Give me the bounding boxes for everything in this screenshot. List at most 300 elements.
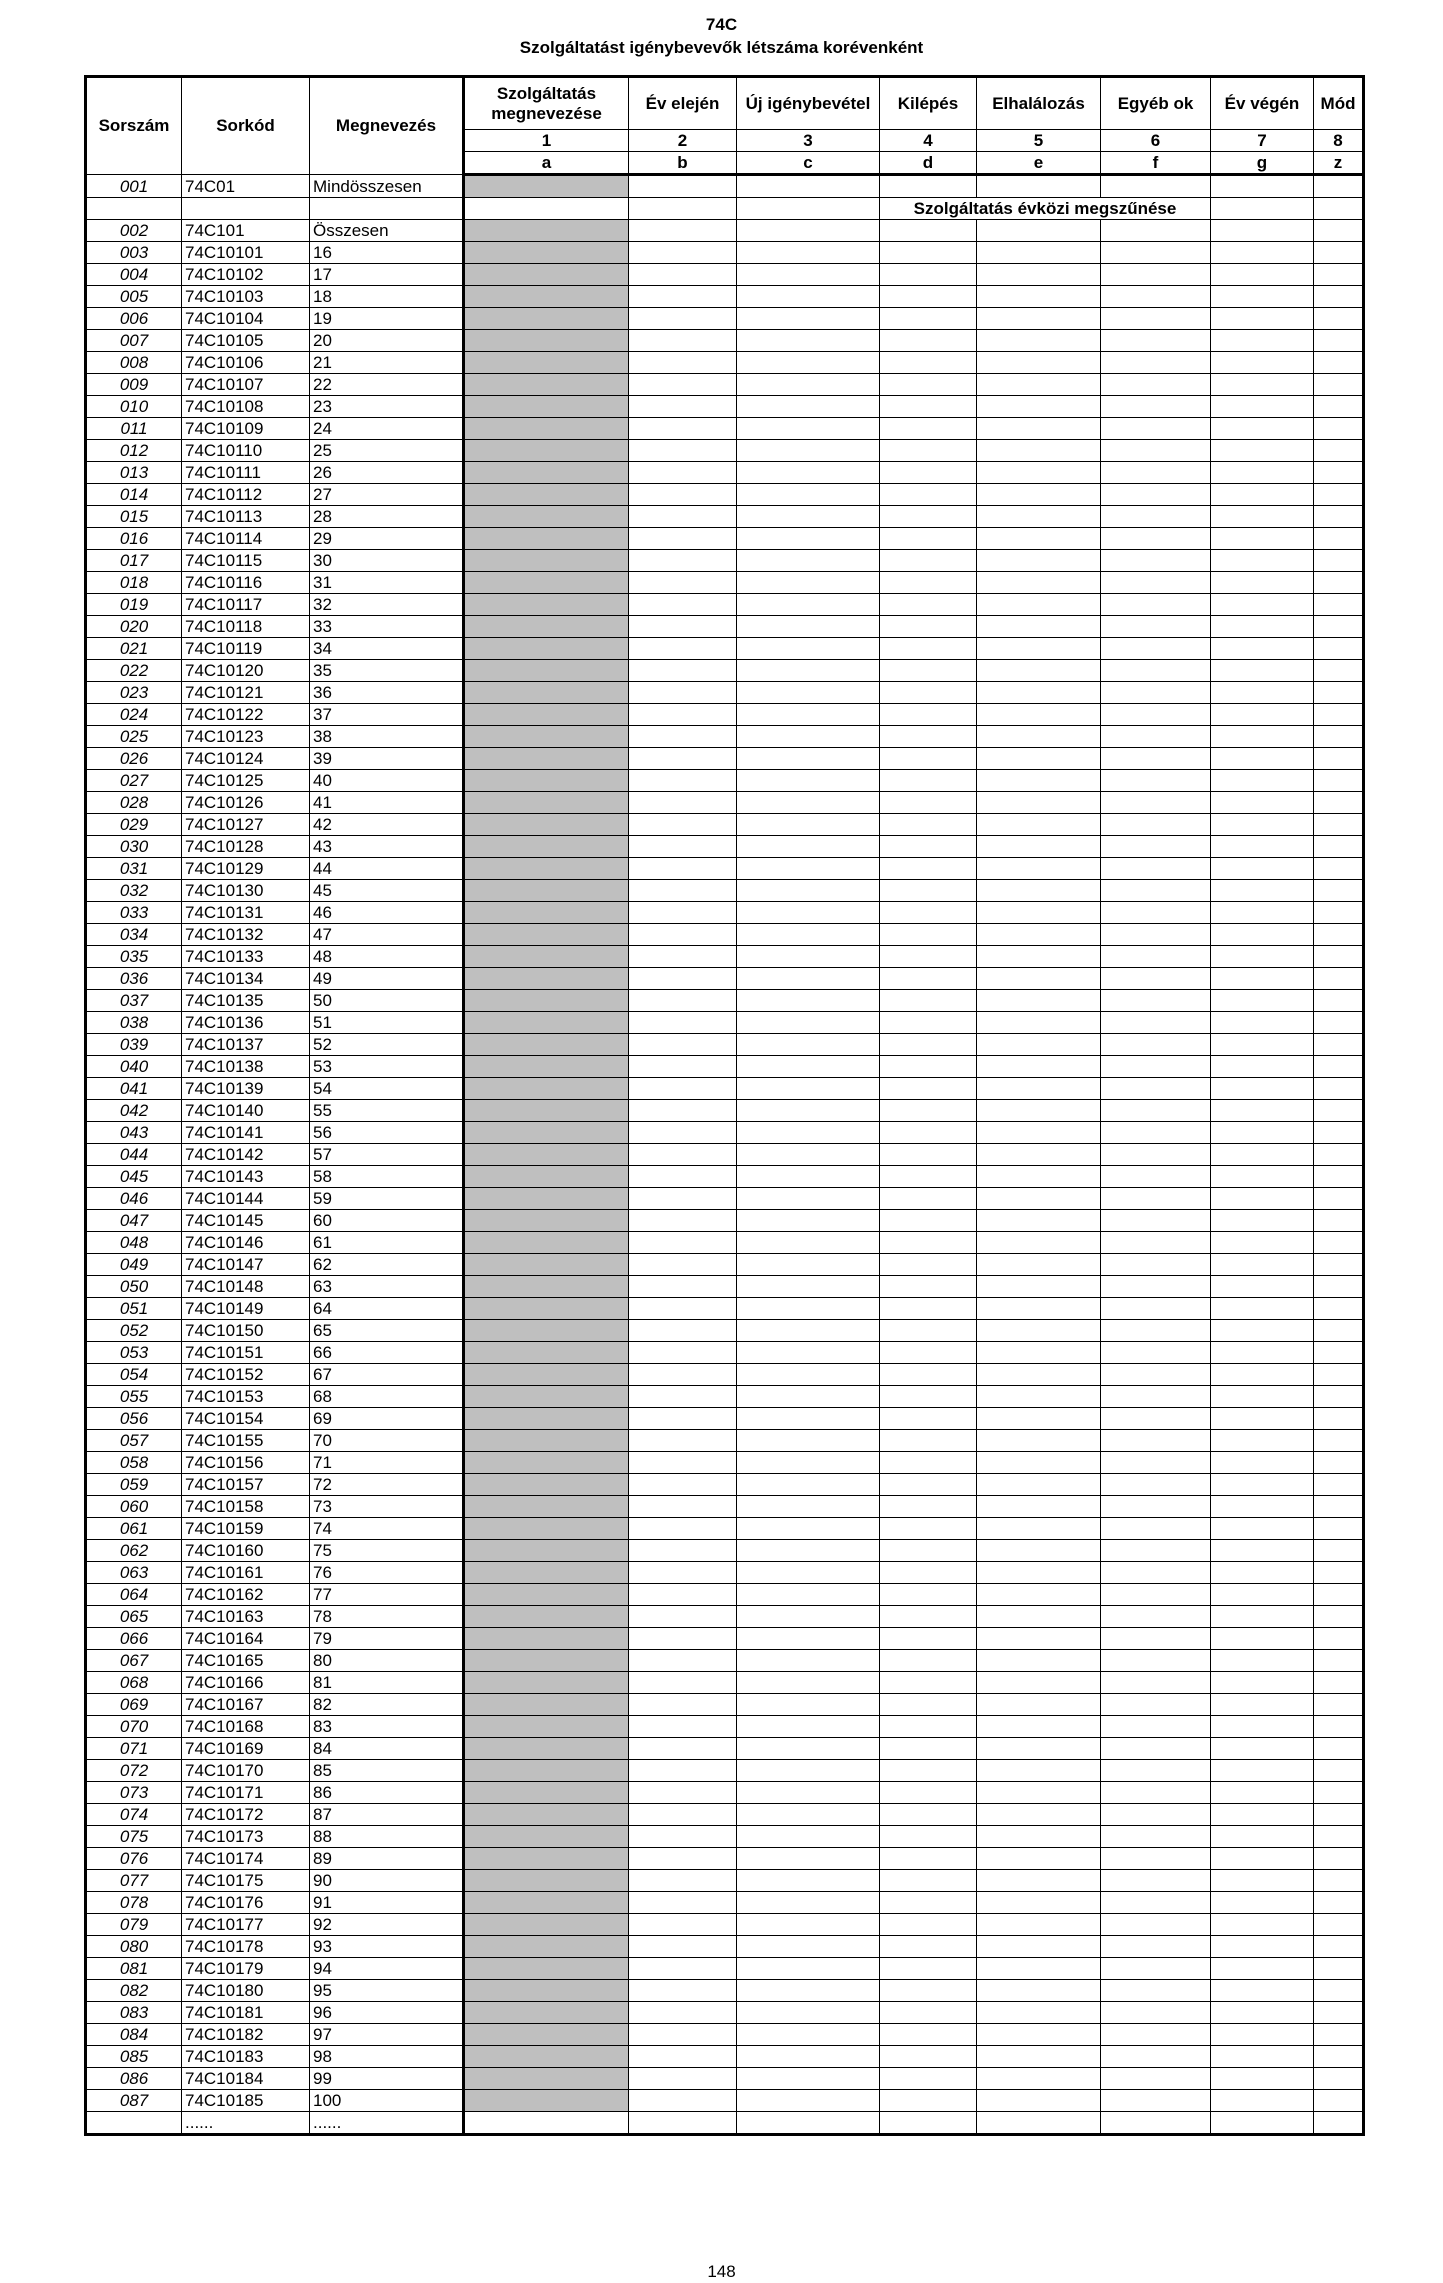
- data-cell[interactable]: [977, 704, 1101, 726]
- data-cell[interactable]: [737, 1474, 880, 1496]
- data-cell[interactable]: [880, 462, 977, 484]
- data-cell[interactable]: [629, 1012, 737, 1034]
- data-cell[interactable]: [1101, 1760, 1211, 1782]
- data-cell[interactable]: [737, 2090, 880, 2112]
- data-cell[interactable]: [1101, 1430, 1211, 1452]
- data-cell[interactable]: [629, 286, 737, 308]
- data-cell[interactable]: [1314, 1474, 1364, 1496]
- data-cell[interactable]: [737, 440, 880, 462]
- data-cell[interactable]: [880, 1936, 977, 1958]
- data-cell[interactable]: [1211, 748, 1314, 770]
- data-cell[interactable]: [629, 308, 737, 330]
- data-cell[interactable]: [1314, 1342, 1364, 1364]
- data-cell[interactable]: [1211, 484, 1314, 506]
- data-cell[interactable]: [1314, 1782, 1364, 1804]
- data-cell[interactable]: [880, 924, 977, 946]
- data-cell[interactable]: [880, 2068, 977, 2090]
- data-cell[interactable]: [1211, 1628, 1314, 1650]
- data-cell[interactable]: [737, 924, 880, 946]
- data-cell[interactable]: [1211, 682, 1314, 704]
- data-cell[interactable]: [737, 1430, 880, 1452]
- data-cell[interactable]: [737, 1914, 880, 1936]
- data-cell[interactable]: [1211, 1386, 1314, 1408]
- data-cell[interactable]: [1211, 1958, 1314, 1980]
- data-cell[interactable]: [1211, 1782, 1314, 1804]
- data-cell[interactable]: [880, 1166, 977, 1188]
- data-cell[interactable]: [1314, 2112, 1364, 2135]
- data-cell[interactable]: [1101, 352, 1211, 374]
- data-cell[interactable]: [1101, 726, 1211, 748]
- data-cell[interactable]: [629, 1518, 737, 1540]
- data-cell[interactable]: [977, 946, 1101, 968]
- data-cell[interactable]: [977, 1034, 1101, 1056]
- data-cell[interactable]: [1314, 440, 1364, 462]
- data-cell[interactable]: [629, 1078, 737, 1100]
- data-cell[interactable]: [629, 902, 737, 924]
- data-cell[interactable]: [1211, 1606, 1314, 1628]
- data-cell[interactable]: [1314, 1232, 1364, 1254]
- data-cell[interactable]: [737, 550, 880, 572]
- data-cell[interactable]: [737, 2002, 880, 2024]
- data-cell[interactable]: [1211, 2046, 1314, 2068]
- data-cell[interactable]: [629, 1870, 737, 1892]
- data-cell[interactable]: [977, 1496, 1101, 1518]
- data-cell[interactable]: [629, 1738, 737, 1760]
- data-cell[interactable]: [1314, 1012, 1364, 1034]
- data-cell[interactable]: [1211, 1936, 1314, 1958]
- data-cell[interactable]: [1101, 1914, 1211, 1936]
- data-cell[interactable]: [1211, 374, 1314, 396]
- data-cell[interactable]: [1314, 1958, 1364, 1980]
- data-cell[interactable]: [629, 594, 737, 616]
- data-cell[interactable]: [880, 1210, 977, 1232]
- data-cell[interactable]: [880, 968, 977, 990]
- data-cell[interactable]: [880, 792, 977, 814]
- data-cell[interactable]: [1101, 1650, 1211, 1672]
- data-cell[interactable]: [1211, 550, 1314, 572]
- data-cell[interactable]: [737, 1298, 880, 1320]
- data-cell[interactable]: [737, 1452, 880, 1474]
- data-cell[interactable]: [1314, 682, 1364, 704]
- data-cell[interactable]: [1211, 1738, 1314, 1760]
- data-cell[interactable]: [880, 594, 977, 616]
- data-cell[interactable]: [737, 1518, 880, 1540]
- data-cell[interactable]: [1314, 1496, 1364, 1518]
- data-cell[interactable]: [880, 1958, 977, 1980]
- data-cell[interactable]: [737, 946, 880, 968]
- data-cell[interactable]: [1101, 1628, 1211, 1650]
- data-cell[interactable]: [880, 1034, 977, 1056]
- data-cell[interactable]: [1101, 1848, 1211, 1870]
- data-cell[interactable]: [629, 2112, 737, 2135]
- data-cell[interactable]: [1101, 968, 1211, 990]
- data-cell[interactable]: [737, 1804, 880, 1826]
- data-cell[interactable]: [977, 1166, 1101, 1188]
- data-cell[interactable]: [737, 462, 880, 484]
- data-cell[interactable]: [1314, 1892, 1364, 1914]
- data-cell[interactable]: [977, 1342, 1101, 1364]
- data-cell[interactable]: [977, 1870, 1101, 1892]
- data-cell[interactable]: [629, 1452, 737, 1474]
- data-cell[interactable]: [1314, 638, 1364, 660]
- data-cell[interactable]: [629, 1914, 737, 1936]
- data-cell[interactable]: [977, 374, 1101, 396]
- data-cell[interactable]: [737, 792, 880, 814]
- data-cell[interactable]: [629, 352, 737, 374]
- data-cell[interactable]: [737, 1320, 880, 1342]
- data-cell[interactable]: [880, 1870, 977, 1892]
- data-cell[interactable]: [1101, 506, 1211, 528]
- data-cell[interactable]: [977, 1562, 1101, 1584]
- data-cell[interactable]: [629, 1188, 737, 1210]
- data-cell[interactable]: [737, 1584, 880, 1606]
- data-cell[interactable]: [737, 1562, 880, 1584]
- data-cell[interactable]: [737, 968, 880, 990]
- data-cell[interactable]: [1211, 880, 1314, 902]
- data-cell[interactable]: [880, 1606, 977, 1628]
- data-cell[interactable]: [1314, 550, 1364, 572]
- data-cell[interactable]: [1101, 1408, 1211, 1430]
- data-cell[interactable]: [1211, 990, 1314, 1012]
- data-cell[interactable]: [629, 506, 737, 528]
- data-cell[interactable]: [1211, 638, 1314, 660]
- data-cell[interactable]: [977, 506, 1101, 528]
- data-cell[interactable]: [880, 1804, 977, 1826]
- data-cell[interactable]: [737, 616, 880, 638]
- data-cell[interactable]: [1101, 880, 1211, 902]
- data-cell[interactable]: [1101, 1562, 1211, 1584]
- data-cell[interactable]: [1101, 924, 1211, 946]
- data-cell[interactable]: [977, 594, 1101, 616]
- data-cell[interactable]: [629, 880, 737, 902]
- data-cell[interactable]: [880, 2112, 977, 2135]
- data-cell[interactable]: [977, 1254, 1101, 1276]
- data-cell[interactable]: [1314, 1408, 1364, 1430]
- data-cell[interactable]: [737, 770, 880, 792]
- data-cell[interactable]: [880, 2090, 977, 2112]
- data-cell[interactable]: [737, 286, 880, 308]
- data-cell[interactable]: [880, 1364, 977, 1386]
- data-cell[interactable]: [1211, 1870, 1314, 1892]
- data-cell[interactable]: [737, 1760, 880, 1782]
- data-cell[interactable]: [1211, 924, 1314, 946]
- data-cell[interactable]: [977, 242, 1101, 264]
- data-cell[interactable]: [880, 1848, 977, 1870]
- data-cell[interactable]: [1101, 1188, 1211, 1210]
- data-cell[interactable]: [1101, 704, 1211, 726]
- data-cell[interactable]: [977, 1518, 1101, 1540]
- data-cell[interactable]: [1211, 175, 1314, 198]
- data-cell[interactable]: [1101, 308, 1211, 330]
- data-cell[interactable]: [880, 1276, 977, 1298]
- data-cell[interactable]: [1211, 660, 1314, 682]
- data-cell[interactable]: [1101, 2002, 1211, 2024]
- data-cell[interactable]: [1211, 440, 1314, 462]
- data-cell[interactable]: [880, 1320, 977, 1342]
- data-cell[interactable]: [629, 1386, 737, 1408]
- data-cell[interactable]: [1314, 418, 1364, 440]
- data-cell[interactable]: [1101, 1034, 1211, 1056]
- data-cell[interactable]: [1101, 1672, 1211, 1694]
- data-cell[interactable]: [1211, 1056, 1314, 1078]
- data-cell[interactable]: [737, 1738, 880, 1760]
- data-cell[interactable]: [1314, 748, 1364, 770]
- data-cell[interactable]: [629, 175, 737, 198]
- data-cell[interactable]: [737, 1848, 880, 1870]
- data-cell[interactable]: [629, 1496, 737, 1518]
- data-cell[interactable]: [629, 374, 737, 396]
- data-cell[interactable]: [1101, 660, 1211, 682]
- data-cell[interactable]: [1211, 2068, 1314, 2090]
- data-cell[interactable]: [880, 990, 977, 1012]
- data-cell[interactable]: [629, 726, 737, 748]
- data-cell[interactable]: [1211, 396, 1314, 418]
- data-cell[interactable]: [977, 330, 1101, 352]
- data-cell[interactable]: [977, 1188, 1101, 1210]
- data-cell[interactable]: [977, 682, 1101, 704]
- data-cell[interactable]: [629, 990, 737, 1012]
- data-cell[interactable]: [1314, 616, 1364, 638]
- data-cell[interactable]: [880, 1232, 977, 1254]
- data-cell[interactable]: [880, 704, 977, 726]
- data-cell[interactable]: [977, 1584, 1101, 1606]
- data-cell[interactable]: [737, 682, 880, 704]
- data-cell[interactable]: [880, 572, 977, 594]
- data-cell[interactable]: [1101, 175, 1211, 198]
- data-cell[interactable]: [880, 1716, 977, 1738]
- data-cell[interactable]: [1314, 1144, 1364, 1166]
- data-cell[interactable]: [737, 1342, 880, 1364]
- data-cell[interactable]: [880, 1430, 977, 1452]
- data-cell[interactable]: [1314, 308, 1364, 330]
- data-cell[interactable]: [880, 1562, 977, 1584]
- data-cell[interactable]: [1314, 1320, 1364, 1342]
- data-cell[interactable]: [880, 1826, 977, 1848]
- data-cell[interactable]: [629, 1166, 737, 1188]
- data-cell[interactable]: [1314, 792, 1364, 814]
- data-cell[interactable]: [1211, 902, 1314, 924]
- data-cell[interactable]: [1101, 1298, 1211, 1320]
- data-cell[interactable]: [1101, 1210, 1211, 1232]
- data-cell[interactable]: [1314, 528, 1364, 550]
- data-cell[interactable]: [629, 2024, 737, 2046]
- data-cell[interactable]: [880, 1342, 977, 1364]
- data-cell[interactable]: [977, 814, 1101, 836]
- data-cell[interactable]: [737, 1892, 880, 1914]
- data-cell[interactable]: [1101, 484, 1211, 506]
- data-cell[interactable]: [1314, 1936, 1364, 1958]
- data-cell[interactable]: [880, 418, 977, 440]
- data-cell[interactable]: [737, 1386, 880, 1408]
- data-cell[interactable]: [1101, 1012, 1211, 1034]
- data-cell[interactable]: [1211, 1452, 1314, 1474]
- data-cell[interactable]: [977, 1364, 1101, 1386]
- data-cell[interactable]: [1314, 286, 1364, 308]
- data-cell[interactable]: [737, 1276, 880, 1298]
- data-cell[interactable]: [977, 968, 1101, 990]
- data-cell[interactable]: [880, 242, 977, 264]
- data-cell[interactable]: [1314, 858, 1364, 880]
- data-cell[interactable]: [737, 1628, 880, 1650]
- data-cell[interactable]: [1211, 814, 1314, 836]
- data-cell[interactable]: [737, 1144, 880, 1166]
- data-cell[interactable]: [1314, 1254, 1364, 1276]
- data-cell[interactable]: [1101, 462, 1211, 484]
- data-cell[interactable]: [1211, 1210, 1314, 1232]
- data-cell[interactable]: [629, 1298, 737, 1320]
- data-cell[interactable]: [977, 1298, 1101, 1320]
- data-cell[interactable]: [1314, 1100, 1364, 1122]
- data-cell[interactable]: [737, 1056, 880, 1078]
- data-cell[interactable]: [629, 1100, 737, 1122]
- data-cell[interactable]: [737, 506, 880, 528]
- data-cell[interactable]: [1211, 1694, 1314, 1716]
- data-cell[interactable]: [1211, 1100, 1314, 1122]
- data-cell[interactable]: [977, 638, 1101, 660]
- data-cell[interactable]: [1211, 308, 1314, 330]
- data-cell[interactable]: [977, 1210, 1101, 1232]
- data-cell[interactable]: [977, 990, 1101, 1012]
- data-cell[interactable]: [1314, 1848, 1364, 1870]
- data-cell[interactable]: [1101, 1958, 1211, 1980]
- data-cell[interactable]: [1211, 726, 1314, 748]
- data-cell[interactable]: [1314, 1804, 1364, 1826]
- data-cell[interactable]: [1211, 352, 1314, 374]
- data-cell[interactable]: [1314, 990, 1364, 1012]
- data-cell[interactable]: [1314, 1188, 1364, 1210]
- data-cell[interactable]: [880, 440, 977, 462]
- data-cell[interactable]: [880, 330, 977, 352]
- data-cell[interactable]: [1314, 1980, 1364, 2002]
- data-cell[interactable]: [737, 836, 880, 858]
- data-cell[interactable]: [1101, 374, 1211, 396]
- data-cell[interactable]: [1101, 220, 1211, 242]
- data-cell[interactable]: [1314, 2046, 1364, 2068]
- data-cell[interactable]: [629, 682, 737, 704]
- data-cell[interactable]: [629, 462, 737, 484]
- data-cell[interactable]: [977, 1320, 1101, 1342]
- data-cell[interactable]: [1101, 242, 1211, 264]
- data-cell[interactable]: [1211, 594, 1314, 616]
- data-cell[interactable]: [880, 2024, 977, 2046]
- data-cell[interactable]: [977, 726, 1101, 748]
- data-cell[interactable]: [1211, 2112, 1314, 2135]
- data-cell[interactable]: [1211, 220, 1314, 242]
- data-cell[interactable]: [1101, 792, 1211, 814]
- data-cell[interactable]: [1211, 1012, 1314, 1034]
- data-cell[interactable]: [1211, 1342, 1314, 1364]
- data-cell[interactable]: [629, 2046, 737, 2068]
- data-cell[interactable]: [880, 660, 977, 682]
- data-cell[interactable]: [1101, 836, 1211, 858]
- data-cell[interactable]: [977, 462, 1101, 484]
- data-cell[interactable]: [1314, 2024, 1364, 2046]
- data-cell[interactable]: [629, 242, 737, 264]
- data-cell[interactable]: [977, 836, 1101, 858]
- data-cell[interactable]: [1101, 440, 1211, 462]
- data-cell[interactable]: [737, 1980, 880, 2002]
- data-cell[interactable]: [1211, 1364, 1314, 1386]
- data-cell[interactable]: [737, 1364, 880, 1386]
- data-cell[interactable]: [1314, 1518, 1364, 1540]
- data-cell[interactable]: [629, 704, 737, 726]
- data-cell[interactable]: [737, 594, 880, 616]
- data-cell[interactable]: [880, 550, 977, 572]
- data-cell[interactable]: [1211, 1430, 1314, 1452]
- data-cell[interactable]: [737, 1034, 880, 1056]
- data-cell[interactable]: [1314, 814, 1364, 836]
- data-cell[interactable]: [1314, 1606, 1364, 1628]
- data-cell[interactable]: [977, 1672, 1101, 1694]
- data-cell[interactable]: [1101, 1826, 1211, 1848]
- data-cell[interactable]: [1101, 2090, 1211, 2112]
- data-cell[interactable]: [629, 1474, 737, 1496]
- data-cell[interactable]: [629, 550, 737, 572]
- data-cell[interactable]: [629, 1056, 737, 1078]
- data-cell[interactable]: [1101, 286, 1211, 308]
- data-cell[interactable]: [1314, 1672, 1364, 1694]
- data-cell[interactable]: [1314, 1386, 1364, 1408]
- data-cell[interactable]: [629, 638, 737, 660]
- data-cell[interactable]: [1314, 396, 1364, 418]
- data-cell[interactable]: [977, 902, 1101, 924]
- data-cell[interactable]: [1314, 902, 1364, 924]
- data-cell[interactable]: [977, 2112, 1101, 2135]
- data-cell[interactable]: [1101, 682, 1211, 704]
- data-cell[interactable]: [629, 1672, 737, 1694]
- data-cell[interactable]: [977, 175, 1101, 198]
- data-cell[interactable]: [1211, 2090, 1314, 2112]
- data-cell[interactable]: [977, 1474, 1101, 1496]
- data-cell[interactable]: [1211, 1540, 1314, 1562]
- data-cell[interactable]: [1211, 946, 1314, 968]
- data-cell[interactable]: [1314, 880, 1364, 902]
- data-cell[interactable]: [629, 1892, 737, 1914]
- data-cell[interactable]: [737, 814, 880, 836]
- data-cell[interactable]: [1211, 418, 1314, 440]
- data-cell[interactable]: [880, 1254, 977, 1276]
- data-cell[interactable]: [1101, 1518, 1211, 1540]
- data-cell[interactable]: [1314, 770, 1364, 792]
- data-cell[interactable]: [977, 1914, 1101, 1936]
- data-cell[interactable]: [629, 1364, 737, 1386]
- data-cell[interactable]: [1101, 572, 1211, 594]
- data-cell[interactable]: [1211, 506, 1314, 528]
- data-cell[interactable]: [1211, 1848, 1314, 1870]
- data-cell[interactable]: [1211, 1276, 1314, 1298]
- data-cell[interactable]: [880, 352, 977, 374]
- data-cell[interactable]: [1101, 1694, 1211, 1716]
- data-cell[interactable]: [1211, 1804, 1314, 1826]
- data-cell[interactable]: [1314, 330, 1364, 352]
- data-cell[interactable]: [1211, 1562, 1314, 1584]
- data-cell[interactable]: [1211, 1188, 1314, 1210]
- data-cell[interactable]: [737, 1782, 880, 1804]
- data-cell[interactable]: [1211, 1166, 1314, 1188]
- data-cell[interactable]: [737, 1650, 880, 1672]
- data-cell[interactable]: [1211, 1760, 1314, 1782]
- data-cell[interactable]: [977, 2046, 1101, 2068]
- data-cell[interactable]: [1314, 1166, 1364, 1188]
- data-cell[interactable]: [880, 220, 977, 242]
- data-cell[interactable]: [880, 1540, 977, 1562]
- data-cell[interactable]: [1101, 1584, 1211, 1606]
- data-cell[interactable]: [737, 352, 880, 374]
- data-cell[interactable]: [1314, 1584, 1364, 1606]
- data-cell[interactable]: [880, 1012, 977, 1034]
- data-cell[interactable]: [1211, 1496, 1314, 1518]
- data-cell[interactable]: [1101, 748, 1211, 770]
